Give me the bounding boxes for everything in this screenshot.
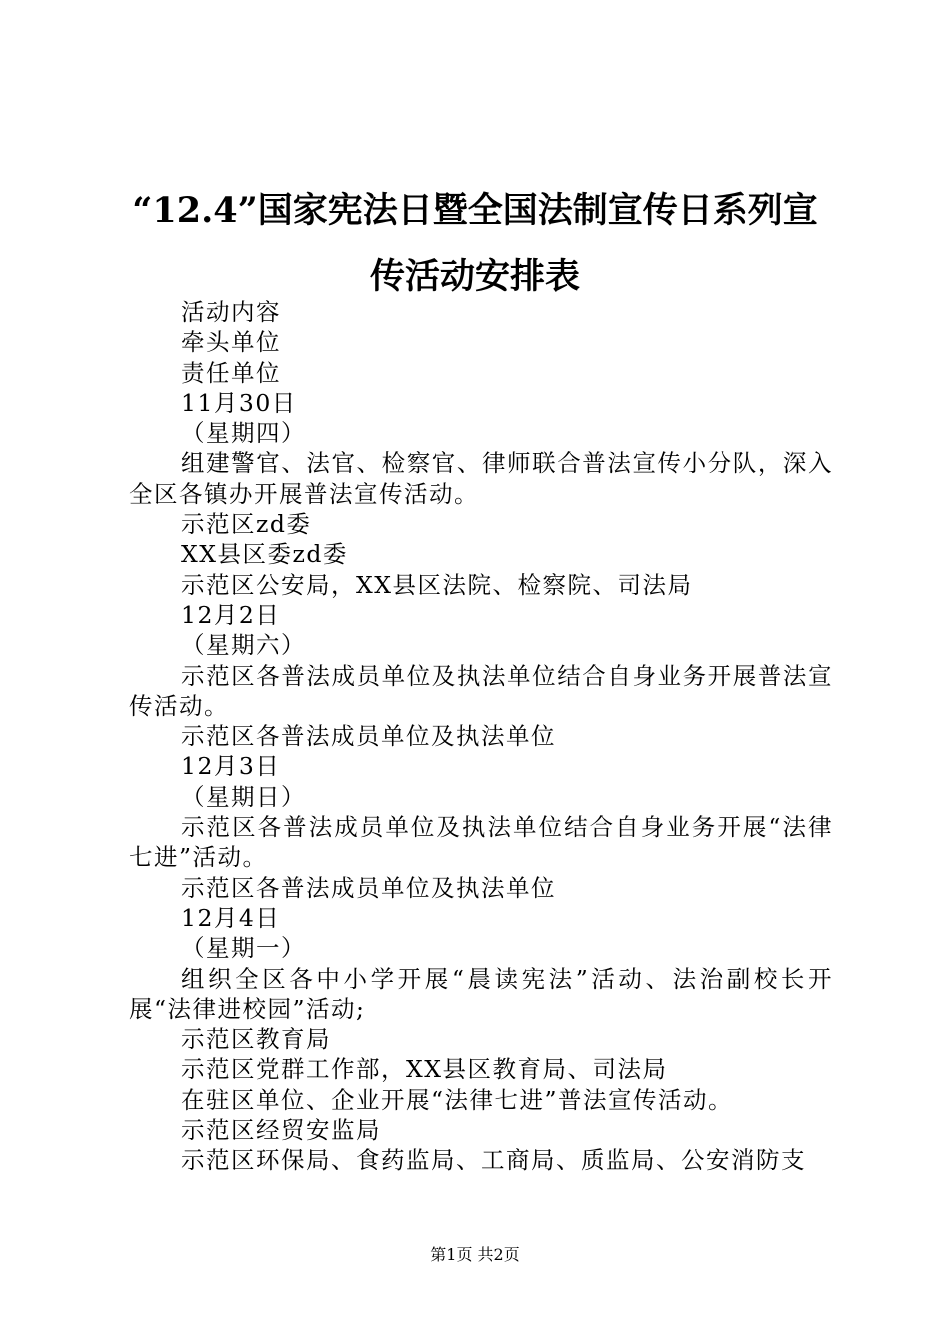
paragraph: XX县区委zd委 xyxy=(181,540,348,569)
paragraph: 示范区党群工作部，XX县区教育局、司法局 xyxy=(181,1055,668,1084)
paragraph: 在驻区单位、企业开展“法律七进”普法宣传活动。 xyxy=(181,1085,734,1114)
paragraph: 12月4日 xyxy=(181,903,281,932)
paragraph: 11月30日 xyxy=(181,388,297,417)
paragraph: 12月2日 xyxy=(181,600,281,629)
document-body xyxy=(129,297,833,1176)
paragraph: （星期六） xyxy=(181,631,306,660)
paragraph: 12月3日 xyxy=(181,752,281,781)
paragraph: 示范区各普法成员单位及执法单位 xyxy=(181,722,556,751)
page-footer: 第1页 共2页 xyxy=(430,1245,520,1264)
paragraph: 示范区各普法成员单位及执法单位结合自身业务开展“法律七进”活动。 xyxy=(129,813,833,872)
paragraph: 组织全区各中小学开展“晨读宪法”活动、法治副校长开展“法律进校园”活动; xyxy=(129,964,833,1023)
paragraph: 牵头单位 xyxy=(181,328,281,357)
paragraph: 示范区经贸安监局 xyxy=(181,1116,381,1145)
paragraph: 示范区各普法成员单位及执法单位结合自身业务开展普法宣传活动。 xyxy=(129,661,833,720)
paragraph: 活动内容 xyxy=(181,298,281,326)
paragraph: 示范区zd委 xyxy=(181,510,312,539)
paragraph: （星期一） xyxy=(181,934,306,963)
paragraph: 示范区环保局、食药监局、工商局、质监局、公安消防支 xyxy=(181,1146,806,1175)
paragraph: 示范区公安局，XX县区法院、检察院、司法局 xyxy=(181,570,693,599)
paragraph: 责任单位 xyxy=(181,358,281,387)
document-title: “12.4”国家宪法日暨全国法制宣传日系列宣传活动安排表 xyxy=(132,190,818,297)
paragraph: （星期四） xyxy=(181,419,306,448)
paragraph: （星期日） xyxy=(181,782,306,811)
paragraph: 组建警官、法官、检察官、律师联合普法宣传小分队，深入全区各镇办开展普法宣传活动。 xyxy=(129,449,833,508)
paragraph: 示范区各普法成员单位及执法单位 xyxy=(181,873,556,902)
paragraph: 示范区教育局 xyxy=(181,1025,331,1054)
